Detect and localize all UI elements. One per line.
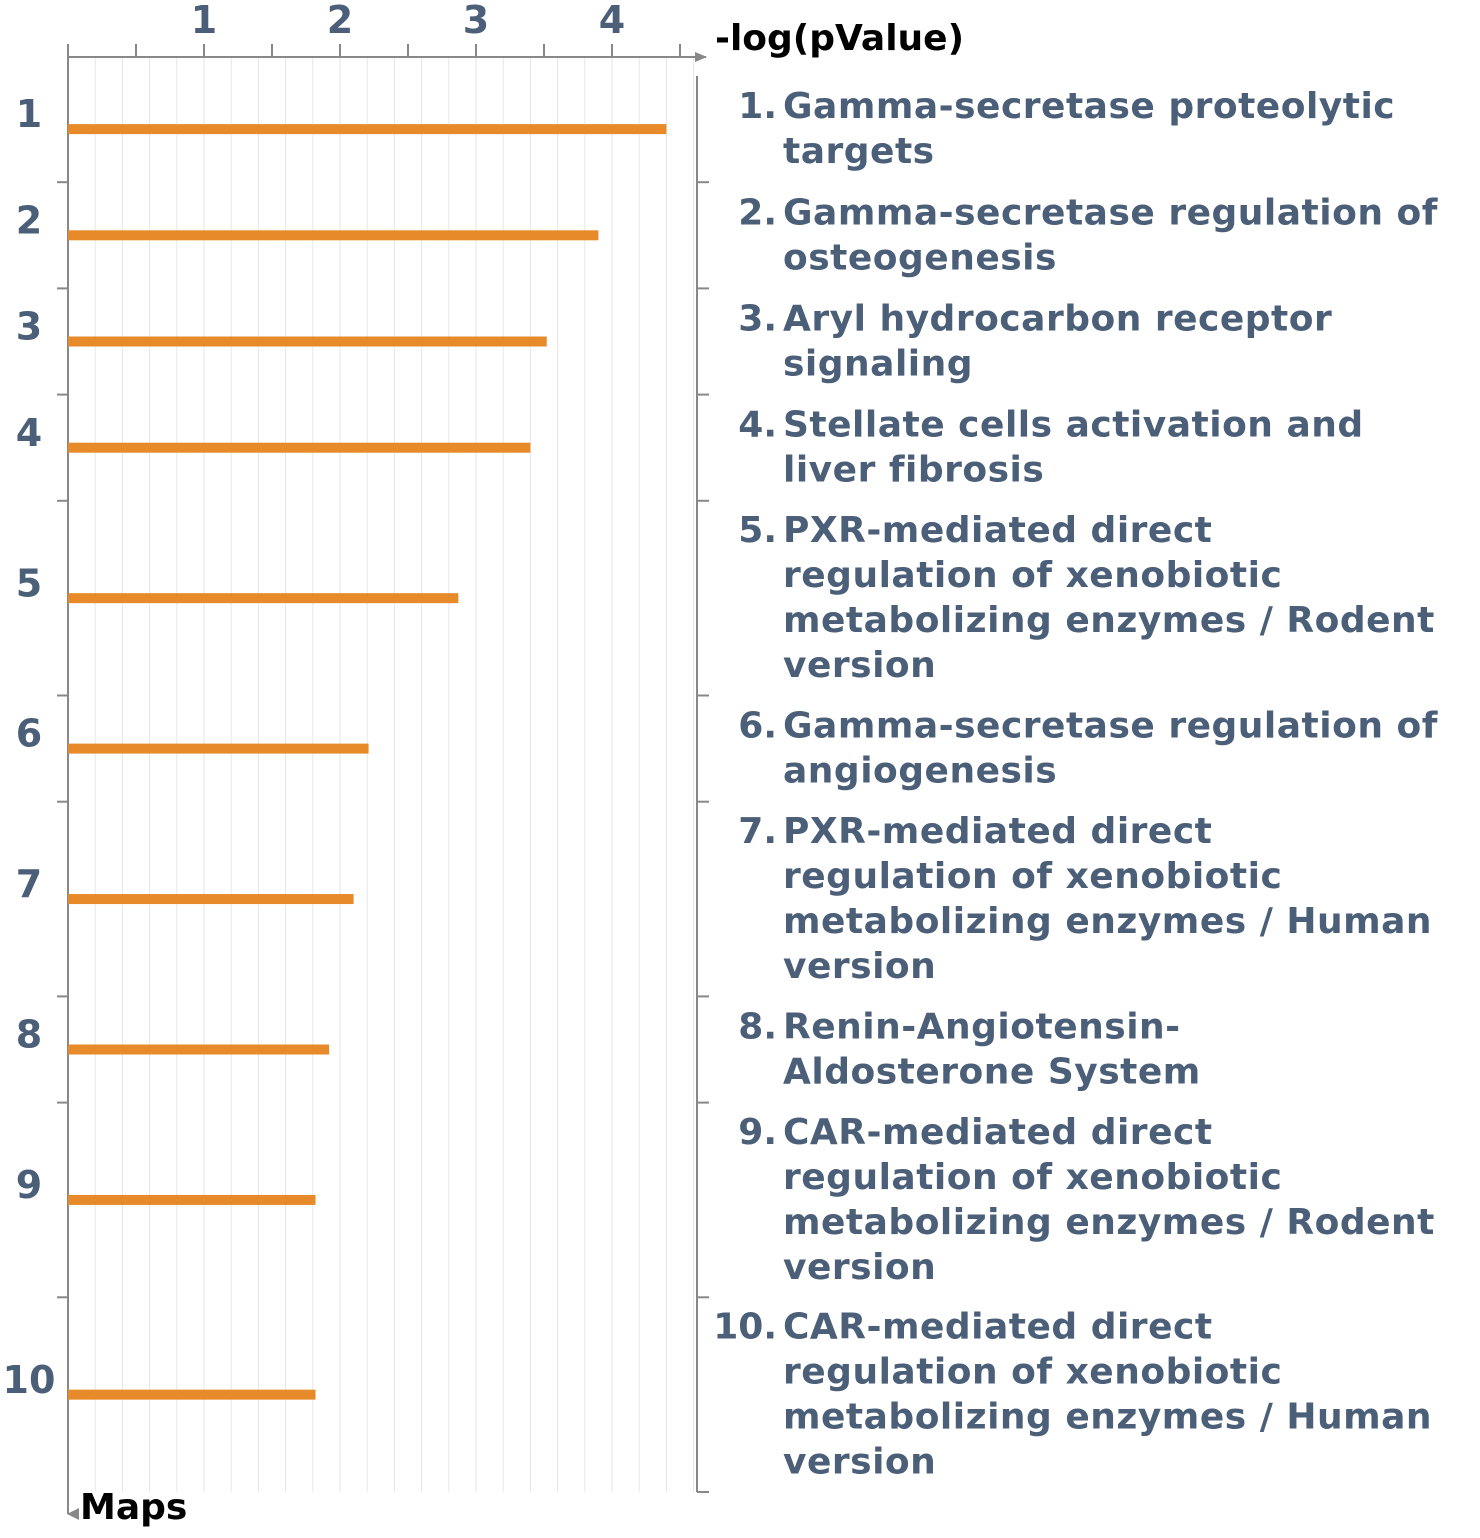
category-label: 6 [15, 711, 43, 756]
legend-text-line: Gamma-secretase regulation of [783, 705, 1438, 747]
legend-text-line: metabolizing enzymes / Rodent [783, 1201, 1435, 1243]
legend-text-line: signaling [783, 343, 974, 385]
bar-2 [68, 230, 598, 240]
legend-entry [738, 510, 1435, 686]
category-label: 10 [2, 1357, 56, 1402]
legend-text-line: CAR-mediated direct [783, 1111, 1213, 1153]
legend-text-line: version [783, 1441, 937, 1483]
category-label: 1 [15, 92, 43, 137]
legend-entry [738, 706, 1438, 792]
bar-7 [68, 894, 354, 904]
category-label: 9 [15, 1163, 43, 1208]
category-label: 3 [15, 304, 43, 349]
legend-text-line: liver fibrosis [783, 449, 1045, 491]
x-tick-label: 1 [190, 0, 218, 42]
bar-1 [68, 124, 666, 134]
legend-text-line: regulation of xenobiotic [783, 1351, 1283, 1393]
legend-entry [738, 811, 1432, 987]
x-tick-label: 3 [462, 0, 490, 42]
legend [713, 86, 1438, 1483]
x-tick-label: 2 [326, 0, 354, 42]
legend-text-line: Gamma-secretase proteolytic [783, 86, 1396, 128]
legend-number: 8. [738, 1006, 777, 1048]
legend-text-line: regulation of xenobiotic [783, 555, 1283, 597]
bar-9 [68, 1195, 316, 1205]
legend-entry [738, 192, 1438, 278]
category-label: 4 [15, 410, 43, 455]
legend-number: 7. [738, 811, 777, 853]
legend-text-line: Gamma-secretase regulation of [783, 192, 1438, 234]
legend-entry [738, 1007, 1201, 1093]
bar-4 [68, 443, 530, 453]
legend-entry [738, 405, 1363, 491]
legend-number: 9. [738, 1111, 777, 1153]
bar-6 [68, 744, 369, 754]
legend-text-line: regulation of xenobiotic [783, 856, 1283, 898]
legend-text-line: version [783, 946, 937, 988]
legend-text-line: osteogenesis [783, 237, 1057, 279]
legend-text-line: version [783, 645, 937, 687]
legend-text-line: targets [783, 131, 935, 173]
tick-labels [3, 0, 626, 1402]
legend-number: 6. [738, 705, 777, 747]
category-label: 2 [15, 198, 43, 243]
legend-entry [738, 1112, 1435, 1288]
bar-8 [68, 1045, 329, 1055]
legend-number: 4. [738, 404, 777, 446]
bar-5 [68, 593, 458, 603]
axes [57, 44, 709, 1514]
legend-text-line: metabolizing enzymes / Human [783, 1396, 1433, 1438]
x-axis-title: -log(pValue) [715, 18, 965, 59]
legend-number: 2. [738, 192, 777, 234]
legend-text-line: regulation of xenobiotic [783, 1156, 1283, 1198]
bar-3 [68, 337, 547, 347]
y-axis-title: Maps [80, 1487, 188, 1528]
legend-text-line: CAR-mediated direct [783, 1306, 1213, 1348]
legend-text-line: metabolizing enzymes / Human [783, 901, 1433, 943]
legend-text-line: angiogenesis [783, 750, 1058, 792]
legend-text-line: PXR-mediated direct [783, 811, 1213, 853]
bar-10 [68, 1390, 316, 1400]
legend-number: 1. [738, 86, 777, 128]
legend-text-line: PXR-mediated direct [783, 510, 1213, 552]
legend-entry [713, 1307, 1432, 1483]
legend-text-line: Aryl hydrocarbon receptor [783, 298, 1333, 340]
legend-entry [738, 299, 1332, 385]
category-label: 8 [15, 1012, 43, 1057]
x-tick-label: 4 [598, 0, 626, 42]
legend-text-line: metabolizing enzymes / Rodent [783, 600, 1435, 642]
legend-text-line: Stellate cells activation and [783, 404, 1364, 446]
legend-number: 5. [738, 510, 777, 552]
legend-entry [738, 86, 1395, 172]
category-label: 7 [15, 862, 43, 907]
legend-text-line: Aldosterone System [783, 1051, 1201, 1093]
legend-text-line: Renin-Angiotensin- [783, 1006, 1181, 1048]
legend-number: 10. [713, 1306, 777, 1348]
category-label: 5 [15, 561, 43, 606]
legend-number: 3. [738, 298, 777, 340]
grid-lines [95, 57, 693, 1492]
legend-text-line: version [783, 1246, 937, 1288]
